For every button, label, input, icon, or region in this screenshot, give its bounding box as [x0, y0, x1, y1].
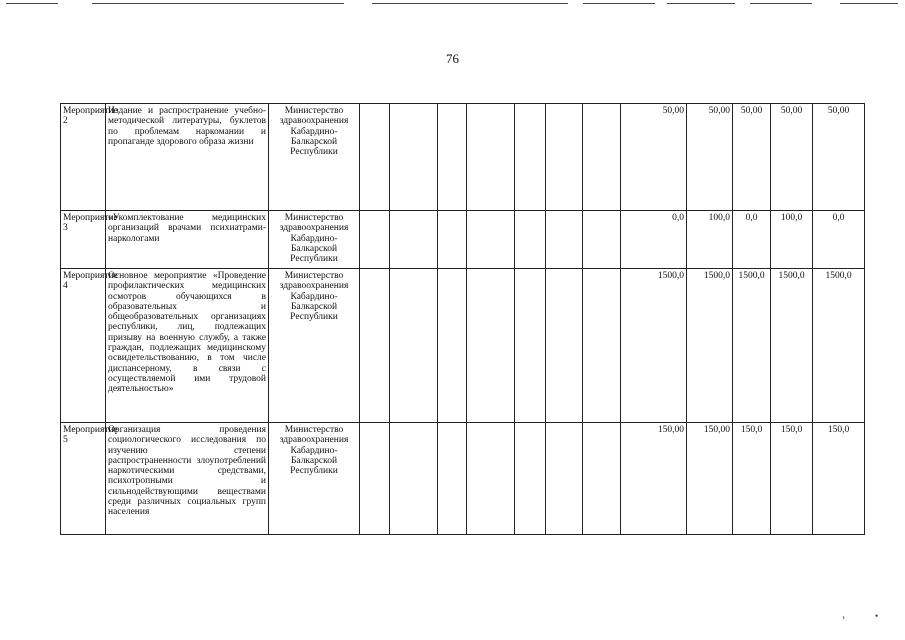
empty-cell [438, 423, 467, 535]
scan-line [840, 3, 898, 4]
scan-speck: • [875, 611, 879, 621]
value-cell: 0,0 [733, 211, 771, 269]
empty-cell [467, 211, 515, 269]
value-cell: 150,00 [621, 423, 687, 535]
empty-cell [467, 269, 515, 423]
empty-cell [360, 269, 390, 423]
measure-id: Мероприятие 4 [61, 269, 106, 423]
empty-cell [438, 104, 467, 211]
value-cell: 1500,0 [733, 269, 771, 423]
measure-executor: Министерство здравоохранения Кабардино-Балкарской Республики [269, 423, 360, 535]
value-cell: 50,00 [771, 104, 813, 211]
measure-description: Организация проведения социологического исследования по изучению степени распространенности злоупотреблений наркотическими средствами, психотропными и сильнодействующими веществами среди различных социальных групп населения [106, 423, 269, 535]
empty-cell [360, 211, 390, 269]
empty-cell [360, 104, 390, 211]
value-cell: 50,00 [687, 104, 733, 211]
table-row [61, 423, 865, 535]
value-cell: 150,0 [733, 423, 771, 535]
empty-cell [546, 104, 583, 211]
measure-description: Основное мероприятие «Проведение профилактических медицинских осмотров обучающихся в образовательных и общеобразовательных организациях республики, лиц, подлежащих призыву на военную службу, а также граждан, подлежащих медицинскому освидетельствованию, в том числе диспансерному, в связи с осуществляемой ими трудовой деятельностью» [106, 269, 269, 423]
value-cell: 150,0 [813, 423, 865, 535]
empty-cell [467, 423, 515, 535]
measure-description: Издание и распространение учебно-методической литературы, буклетов по проблемам наркомании и пропаганде здорового образа жизни [106, 104, 269, 211]
value-cell: 50,00 [733, 104, 771, 211]
empty-cell [583, 211, 621, 269]
page-number: 76 [446, 51, 459, 66]
empty-cell [515, 104, 546, 211]
empty-cell [515, 269, 546, 423]
value-cell: 150,00 [687, 423, 733, 535]
empty-cell [515, 423, 546, 535]
measure-id: Мероприятие 2 [61, 104, 106, 211]
value-cell: 50,00 [621, 104, 687, 211]
table-row [61, 269, 865, 423]
empty-cell [438, 211, 467, 269]
scan-line [6, 3, 58, 4]
value-cell: 100,0 [687, 211, 733, 269]
scan-line [750, 3, 812, 4]
empty-cell [546, 211, 583, 269]
value-cell: 1500,0 [771, 269, 813, 423]
scan-line [667, 3, 735, 4]
empty-cell [546, 269, 583, 423]
scan-line [583, 3, 655, 4]
empty-cell [583, 423, 621, 535]
empty-cell [515, 211, 546, 269]
measures-table [60, 103, 865, 535]
empty-cell [390, 269, 438, 423]
empty-cell [360, 423, 390, 535]
empty-cell [546, 423, 583, 535]
scan-line [372, 3, 568, 4]
value-cell: 0,0 [813, 211, 865, 269]
scan-speck: › [842, 612, 845, 622]
measure-executor: Министерство здравоохранения Кабардино-Балкарской Республики [269, 211, 360, 269]
table-row [61, 211, 865, 269]
empty-cell [467, 104, 515, 211]
empty-cell [390, 104, 438, 211]
measure-id: Мероприятие 5 [61, 423, 106, 535]
table-row [61, 104, 865, 211]
value-cell: 100,0 [771, 211, 813, 269]
empty-cell [390, 423, 438, 535]
value-cell: 50,00 [813, 104, 865, 211]
value-cell: 1500,0 [621, 269, 687, 423]
measure-executor: Министерство здравоохранения Кабардино-Балкарской Республики [269, 104, 360, 211]
value-cell: 1500,0 [813, 269, 865, 423]
empty-cell [390, 211, 438, 269]
measure-executor: Министерство здравоохранения Кабардино-Балкарской Республики [269, 269, 360, 423]
scan-line [92, 3, 344, 4]
value-cell: 150,0 [771, 423, 813, 535]
measure-description: «Укомплектование медицинских организаций врачами психиатрами-наркологами [106, 211, 269, 269]
value-cell: 1500,0 [687, 269, 733, 423]
value-cell: 0,0 [621, 211, 687, 269]
measure-id: Мероприятие 3 [61, 211, 106, 269]
empty-cell [583, 104, 621, 211]
empty-cell [438, 269, 467, 423]
empty-cell [583, 269, 621, 423]
